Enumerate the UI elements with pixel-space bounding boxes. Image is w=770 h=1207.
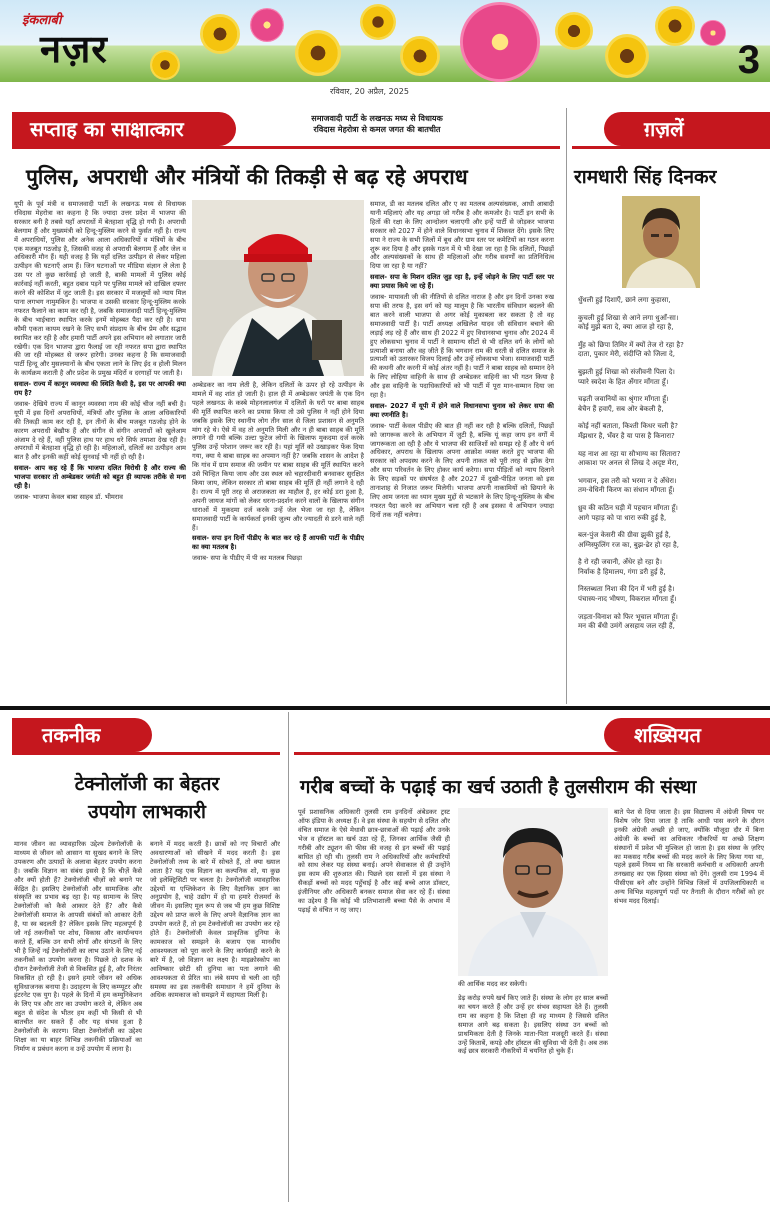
personality-headline: गरीब बच्चों के पढ़ाई का खर्च उठाती है तुलसीराम की संस्था: [300, 777, 697, 798]
question: सवाल- सपा के मिशन दलित जुड़ रहा है, इन्हें जोड़ने के लिए पार्टी स्तर पर क्या प्रयास किये जा रहे हैं।: [370, 273, 554, 291]
personality-photo: [458, 808, 608, 976]
answer: जवाब- देखिये राज्य में कानून व्यवस्था नाम की कोई चीज नहीं बची है। यूपी में इस दिनों अपराधियों, मंत्रियों और पुलिस के आला अधिकारियों की तिकड़ी काम कर रही है, इन तीनों के बीच मजबूत गठजोड़ होने के कारण अपराधी बेखौफ हैं और संगीन से संगीन अपराधों को खुलेआम अंजाम दे रहे हैं, वहीं पुलिस हाथ पर हाथ धरे सिर्फ तमाशा देख रही है। अपराधों में बेतहाशा वृद्धि हो रही है। महिलाओं, दलितों का उत्पीड़न आम बात है और इनकी कहीं कोई सुनवाई भी नहीं हो रही है।: [14, 399, 186, 462]
poem-line: पंचास्य-नाद भीषण, विकराल माँगता हूँ।: [578, 595, 677, 604]
poet-portrait: [622, 196, 700, 288]
paragraph: यूपी के पूर्व मंत्री व समाजवादी पार्टी के लखनऊ मध्य से विधायक रविदास मेहरोत्रा का कहना है कि ज्यादा उत्तर प्रदेश में भाजपा की सरकार बनी है तबसे यहाँ अपराधों में बेतहाशा वृद्धि हो गयी है। अपराधी बेलगाम हैं और मुख्यमंत्री को हिन्दू-मुस्लिम करने से फुर्सत नहीं है। राज्य में अपराधियों, पुलिस और अनेक आला अधिकारियों व मंत्रियों के बीच एक मजबूत गठजोड़ है, जिसकी वजह से अपराधी बेलगाम हैं और जेल व अधिकारी मौन हैं। यही वजह है कि यहाँ दलित उत्पीड़न से लेकर महिला उत्पीड़न की घटनाएँ आम हैं। जिन घटनाओं पर मीडिया संज्ञान ले लेता है उस पर तो कुछ कार्रवाई हो जाती है, बाकी मामलों में पुलिस कोई कार्रवाई नहीं करती, बहुत दबाव पड़ने पर पुलिस मामले को दाखिल दफ्तर करने की कोशिश में जुट जाती है। इस सरकार में मजलूमों को न्याय मिल पाना लगभग नामुमकिन है। भाजपा व उसकी सरकार हिन्दू-मुस्लिम करके नफरत फैलाने का काम कर रही है, जबकि समाजवादी पार्टी हिन्दू-मुस्लिम के बीच भाईचारा स्थापित करके इनमें मोहब्बत पैदा कर रही है। सपा कौमी एकता कायम रखने के लिए सभी संप्रदाय के बीच प्रेम और सद्भाव स्थापित कर रही है और हमारी पार्टी अपने इस अभियान को लगातार जारी रखेगी। एक दिन भाजपा द्वारा फैलाई जा रही नफरत सपा द्वारा स्थापित की जा रही मोहब्बत से जरूर हारेगी। उनका कहना है कि समाजवादी पार्टी हिन्दू और मुसलमानों के बीच एकता लाने के लिए ईद व होली मिलन के कार्यक्रम कराती है और प्रदेश के प्रमुख मंदिरों व दरगाहों पर जाती है।: [14, 200, 186, 378]
blurb-line: समाजवादी पार्टी के लखनऊ मध्य से विधायक: [311, 114, 443, 123]
poem-line: मन की बँधी उमंगें असहाय जल रही हैं,: [578, 622, 675, 631]
poem-stanza: [578, 341, 768, 360]
dateline: रविवार, 20 अप्रैल, 2025: [330, 87, 409, 96]
sunflower-decoration: [605, 34, 649, 78]
poem-stanza: [578, 585, 768, 604]
blurb-line: रविदास मेहरोत्रा से कमल जगत की बातचीत: [313, 125, 441, 134]
question: सवाल- आप कह रहे हैं कि भाजपा दलित विरोधी है और राज्य की भाजपा सरकार तो अम्बेडकर जयंती को बहुत ही व्यापक तरीके से मना रही है।: [14, 464, 186, 491]
poet-name: रामधारी सिंह दिनकर: [574, 166, 717, 188]
poem-line: कोई नहीं बताता, किश्ती किधर चली है?: [578, 422, 678, 431]
section-label: शख़्सियत: [634, 723, 701, 747]
ghazal-poem: [578, 296, 768, 704]
poem-stanza: [578, 558, 768, 577]
headline-line: उपयोग लाभकारी: [88, 801, 206, 823]
personality-column-1: [298, 808, 450, 1202]
poem-line: यह नाश आ रहा या सौभाग्य का सितारा?: [578, 449, 681, 458]
paragraph: अम्बेडकर का नाम लेती है, लेकिन दलितों के ऊपर हो रहे उत्पीड़न के मामले में वह शांत हो जाती है। हाल ही में अम्बेडकर जयंती के एक दिन पहले लखनऊ के कस्बे मोहनलालगंज में दलितों के घरों पर बाबा साहब की मूर्ति स्थापित करने का प्रयास किया तो उसे पुलिस ने नहीं होने दिया जबकि इसके लिए स्थानीय लोग तीन साल से जिला प्रशासन से अनुमति मांग रहे थे। ऐसे में वह तो अनुमति मिली और न ही बाबा साहब की मूर्ति लगाने दी गयी बल्कि उल्टा फुटेज लोगों के खिलाफ मुकदमा दर्ज करके पुलिस उन्हें परेशान जरूर कर रही है। यहां मूर्ति को उखाड़कर फेंक दिया गया, क्या ये बाबा साहब का अपमान नहीं है? जबकि शासन के आदेश है कि गांव में ग्राम समाज की जमीन पर बाबा साहब की मूर्ति स्थापित करने उसे चिन्हित किया जाय और उस स्थल को चहारदीवारी बनवाकर सुरक्षित किया जाय, लेकिन सरकार तो बाबा साहब की मूर्ति ही नहीं लगाने दे रही है। राज्य में पूरी तरह से अराजकता का माहौल है, हर कोई डरा हुआ है, अपनी जायज मांगों को लेकर धरना-प्रदर्शन करने वालों के खिलाफ संगीन धाराओं में मुकदमा दर्ज करके उन्हें जेल भेजा जा रहा है, लेकिन समाजवादी पार्टी के कार्यकर्ता इनकी जुल्म और ज्यादती से डरने वाले नहीं हैं।: [192, 381, 364, 532]
poem-line: तम-वेधिनी किरण का संधान माँगता हूँ।: [578, 486, 675, 495]
column-divider: [566, 108, 567, 704]
poem-line: मुँह को छिपा तिमिर में क्यों तेज रो रहा है?: [578, 340, 684, 349]
poem-line: धुँधली हुई दिशाएँ, छाने लगा कुहासा,: [578, 296, 671, 304]
section-underline: [12, 752, 280, 755]
section-header-ghazal: [604, 112, 770, 146]
poem-line: कोई मुझे बता दे, क्या आज हो रहा है,: [578, 323, 674, 332]
answer: जवाब- पार्टी केवल पीडीए की बात ही नहीं कर रही है बल्कि दलितों, पिछड़ों को जागरूक करने के अभियान में जुटी है, बल्कि यूं कहा जाय इन वर्गों में जागरूकता आ रही है और ये भाजपा की साजिशों को समझ रहे हैं और ये वर्ग अधिकार, अपराध के खिलाफ अपना आक्रोश व्यक्त करते हुए भाजपा की सरकार को अपदस्थ करने के लिए अपनी ताकत को पूरी तरह से झोंक देगा और सपा परिवर्तन के लिए होकर कार्य करेगा। सपा पीड़ितों को न्याय दिलाने के लिए सड़कों पर संघर्षरत है और 2027 में दुखी-पीड़ित जनता को इस तानाशाह से निजात जरूर मिलेगी। भाजपा अपनी नाकामियों को छिपाने के लिए आम जनता का ध्यान मुख्य मुद्दों से भटकाने के लिए हिन्दू-मुस्लिम के बीच नफरत पैदा करने का अभियान चला रही है अब इसका ये अभियान ज्यादा दिनों तक नहीं चलेगा।: [370, 421, 554, 519]
poem-line: चढ़ती जवानियों का श्रृंगार माँगता हूँ।: [578, 395, 669, 404]
question: सवाल- राज्य में कानून व्यवस्था की स्थिति कैसी है, इस पर आपकी क्या राय है?: [14, 380, 186, 398]
poem-stanza: [578, 450, 768, 469]
flower-decoration: [460, 2, 540, 82]
sunflower-decoration: [360, 4, 396, 40]
masthead-banner: [0, 0, 770, 82]
interview-column-3: [370, 200, 554, 700]
poem-line: बल-पुंज केसरी की ग्रीवा झुकी हुई है,: [578, 531, 671, 540]
personality-column-2: [458, 994, 608, 1202]
page-number: 3: [737, 38, 760, 82]
section-label: तकनीक: [42, 723, 101, 747]
poem-line: अग्निस्फुलिंग रज का, बुझ-ढेर हो रहा है,: [578, 540, 679, 549]
question: सवाल- सपा इन दिनों पीडीए के बात कर रहे हैं आपकी पार्टी के पीडीए का क्या मतलब है।: [192, 534, 364, 552]
poem-stanza: [578, 395, 768, 414]
section-underline: [572, 146, 770, 149]
interview-headline: पुलिस, अपराधी और मंत्रियों की तिकड़ी से बढ़ रहे अपराध: [26, 165, 468, 189]
poem-line: जड़ता-विनाश को फिर भूचाल माँगता हूँ।: [578, 612, 678, 621]
column-divider: [288, 712, 289, 1202]
poem-line: बुझती हुई शिखा को संजीवनी पिला दे।: [578, 367, 675, 376]
poem-stanza: [578, 477, 768, 496]
answer: जवाब- मायावती जी की नीतियों से दलित नाराज है और इन दिनों उनका रुख सपा की तरफ है, इस वर्ग को यह मालूम है कि भारतीय संविधान बदलने की बात करने वाली भाजपा से अगर कोई मुकाबला कर सकता है तो वह समाजवादी पार्टी है। पार्टी अध्यक्ष अखिलेश यादव जी संविधान बचाने की लड़ाई लड़ रहे हैं और साथ ही 2022 में हुए विधानसभा चुनाव और 2024 में हुए लोकसभा चुनाव में पार्टी ने सामान्य सीटों से भी दलित वर्ग के लोगों को प्रत्याशी बनाया और वह जीते हैं कि भगवान राम की धरती से दलित समाज के प्रत्याशी को उतारकर विजय दिलाई और उन्हें लोकसभा भेजा। समाजवादी पार्टी की कथनी और करनी में कोई अंतर नहीं है। पार्टी ने बाबा साहब को सम्मान देने के लिए लोहिया वाहिनी के साथ ही अम्बेडकर वाहिनी का भी गठन किया है और इस वाहिनी के पदाधिकारियों को भी पार्टी में पूरा मान-सम्मान दिया जा रहा है।: [370, 293, 554, 400]
paragraph: मानव जीवन का व्यावहारिक उद्देश्य टेक्नोलॉजी के माध्यम से जीवन को आसान या सुखद बनाने के लिए उपकरण और उत्पादों के अलावा बेहतर उपयोग करना है। जबकि विज्ञान का संबंध इससे है कि चीज़ें कैसे और क्यों होती हैं? टेक्नोलॉजी चीज़ों को बनाने पर केंद्रित है। इसलिए टेक्नोलॉजी और सामाजिक और संस्कृति का प्रभाव बढ़ रहा है। यह सामान्य के लिए टेक्नोलॉजी को कैसे आकार देते हैं? और कैसे टेक्नोलॉजी समाज के आपसी संबंधों को आकार देती है, या स्व बदलती है? लेकिन इसके लिए महत्वपूर्ण है जो नई तकनीकों पर शोध, विकास और कार्यान्वयन करते हैं, बल्कि उन सभी लोगों और संगठनों के लिए भी है जिन्हें नई टेक्नोलॉजी का लाभ उठाने के लिए नई तकनीकों का उपयोग करना है। पिछले दो दशक के दौरान टेक्नोलॉजी तेजी से विकसित हुई है, और निरंतर विकसित हो रही है। इसने हमारे जीवन को अधिक सुविधाजनक बनाया है। उदाहरण के लिए कम्प्यूटर और इंटरनेट एक युग है। पहले के दिनों में हम कम्युनिकेशन के लिए पत्र और तार का उपयोग करते थे, लेकिन अब बहुत से संदेश के भीतर हम कहीं भी किसी से भी बातचीत कर सकते हैं और यह संभव हुआ है टेक्नोलॉजी के कारण। शिक्षा टेक्नोलॉजी का उद्देश्य शिक्षा का या बाहर विभिन्न तकनीकी प्रक्रियाओं का निर्माण व प्रबंधन करना व उन्हें उपयोग में लाना है।: [14, 840, 142, 1053]
poem-stanza: [578, 613, 768, 632]
logo-title: नज़र: [40, 27, 108, 71]
logo-tagline: इंकलाबी: [22, 13, 62, 28]
answer: जवाब- सपा के पीडीए में पी का मतलब पिछड़ा: [192, 554, 302, 563]
section-underline: [12, 146, 560, 149]
section-underline: [294, 752, 770, 755]
interview-blurb: [292, 113, 462, 135]
flower-decoration: [700, 20, 726, 46]
poem-line: निस्तब्धता निशा की दिन में भरी हुई है।: [578, 585, 675, 594]
paragraph: पूर्व प्रशासनिक अधिकारी तुलसी राम इनदिनों अंबेडकर ट्रस्ट ऑफ इंडिया के अध्यक्ष हैं। वे इस संस्था के सहयोग से दलित और वंचित समाज के ऐसे मेधावी छात्र-छात्राओं की पढ़ाई और उनके भेज व हॉस्टल का खर्च उठा रहे हैं, जिनका आर्थिक जैसी ही गरीबी और ट्यूशन की फीस की वजह से इन बच्चों की पढ़ाई बाधित हो रही थी। तुलसी राम ने अधिकारियों और कर्मचारियों को साथ लेकर यह संस्था बनाई। अपने सेवाकाल से ही उन्होंने इस काम की शुरुआत की। पिछले दस सालों में इस संस्था ने सैकड़ों बच्चों को मदद पहुँचाई है और कई बच्चे आज डॉक्टर, इंजीनियर और अधिकारी बनकर समाज सेवा कर रहे हैं। संस्था का उद्देश्य है कि कोई भी प्रतिभाशाली बच्चा पैसे के अभाव में पढ़ाई से वंचित न रह जाए।: [298, 808, 450, 914]
paragraph: बनाने में मदद करती है। छात्रों को नए विचारों और अवधारणाओं को सीखने में मदद करती है। इस टेक्नोलॉजी तथ्य के बारे में सोचते हैं, तो क्या ख्याल आता है? यह एक विज्ञान का कल्पनिक शो, या कुछ जो इलेक्ट्रिसिटी पर चलता है। टेक्नोलॉजी व्यावहारिक उद्देश्यों या एप्लिकेशन के लिए वैज्ञानिक ज्ञान का अनुप्रयोग है, चाहे उद्योग में हो या हमारे रोजमर्रा के जीवन में। इसलिए मूल रूप से जब भी हम कुछ विशिष्ट उद्देश्य को प्राप्त करने के लिए अपने वैज्ञानिक ज्ञान का उपयोग करते हैं, तो हम टेक्नोलॉजी का उपयोग कर रहे होते हैं। टेक्नोलॉजी केवल प्राकृतिक दुनिया के कामकाज को समझने के बजाय एक मानवीय आवश्यकता को पूरा करने के लिए कार्यवाही करने के बारे में है, जो विज्ञान का लक्ष्य है। माइक्रोस्कोप का आविष्कार छोटी सी दुनिया का पता लगाने की आवश्यकता से प्रेरित था। लंबे समय से चली आ रही समस्या का इस तकनीकी समाधान ने हमें दुनिया के अधिक कामकाज को समझने में सहायता मिली है।: [150, 840, 280, 1000]
poem-line: आगे पहाड़ को पा धारा रुकी हुई है,: [578, 513, 667, 522]
poem-line: है रो रही जवानी, अँधेर हो रहा है।: [578, 558, 662, 567]
section-header-personality: [604, 718, 770, 752]
poem-line: दाता, पुकार मेरी, संदीप्ति को जिला दे,: [578, 350, 675, 359]
personality-column-3: [614, 808, 764, 1202]
flower-decoration: [250, 8, 284, 42]
headline-line: टेक्नोलॉजी का बेहतर: [74, 773, 220, 795]
paragraph: समाज, डी का मतलब दलित और ए का मतलब अल्पसंख्यक, आधी आबादी यानी महिलाएं और यह अगड़ा जो गरीब है और कमजोर है। पार्टी इन सभी के हितों की रक्षा के लिए आन्दोलन चलाएगी और इन्हें पार्टी से जोड़कर भाजपा सरकार को 2027 में होने वाले विधानसभा चुनाव में शिकस्त देंगे। इसके लिए सपा ने राज्य के सभी जिलों में बूथ और ग्राम स्तर पर कमेटियों का गठन करना शुरू कर दिया है और इसके गठन में ये भी देखा जा रहा है कि दलितों, पिछड़ों और अल्पसंख्यकों के साथ ही महिलाओं और गरीब सवर्णों का प्रतिनिधित्व दिया जा रहा है या नहीं?: [370, 200, 554, 271]
answer: जवाब- भाजपा केवल बाबा साहब डॉ. भीमराव: [14, 493, 123, 501]
interview-column-2: [192, 381, 364, 699]
poem-line: कुचली हुई शिखा से आने लगा धुआँ-सा।: [578, 313, 679, 322]
section-label: सप्ताह का साक्षात्कार: [30, 117, 184, 141]
paragraph: बाते पेश से दिया जाता है। इस विद्यालय में अंग्रेजी विषय पर विशेष जोर दिया जाता है ताकि आधी पास करने के दौरान इनकी अंग्रेजी अच्छी हो जाए, क्योंकि मौजूदा दौर में बिना अंग्रेजी के बच्चों का अधिकतर नौकरियों या अच्छे शिक्षण संस्थानों में प्रवेश भी मुश्किल हो जाता है। इस संस्था के ज़रिए का मकसद गरीब बच्चों की मदद करने के लिए किया गया था, पहले इसमें नियम था कि सरकारी कर्मचारी व अधिकारी अपनी तनख्वाह का एक हिस्सा संस्था को देंगे। तुलसी राम 1994 में पीसीएस बने और उन्होंने विभिन्न जिलों में उपजिलाधिकारी व अन्य विभिन्न महत्वपूर्ण पदों पर तैनाती के दौरान गरीबों को हर संभव मदद दिलाई।: [614, 808, 764, 906]
tech-column-1: [14, 840, 142, 1200]
poem-line: मँझधार है, भँवर है या पास है किनारा?: [578, 431, 675, 440]
poem-stanza: [578, 368, 768, 387]
poem-line: निर्वाक है हिमालय, गंगा डरी हुई है,: [578, 567, 666, 576]
tech-column-2: [150, 840, 280, 1200]
question: सवाल- 2027 में यूपी में होने वाले विधानसभा चुनाव को लेकर सपा की क्या रणनीति है।: [370, 401, 554, 419]
tech-headline: [14, 770, 280, 826]
poem-stanza: [578, 531, 768, 550]
section-label: ग़ज़लें: [644, 117, 684, 141]
sunflower-decoration: [200, 14, 240, 54]
section-header-interview: [12, 112, 236, 146]
paragraph: डेढ़ करोड़ रुपये खर्च किए जाते हैं। संस्था के लोग हर साल बच्चों का चयन करते हैं और उन्हें हर संभव सहायता देते हैं। तुलसी राम का कहना है कि शिक्षा ही वह माध्यम है जिससे दलित समाज आगे बढ़ सकता है। इसलिए संस्था उन बच्चों को प्राथमिकता देती है जिनके माता-पिता मजदूरी करते हैं। संस्था उन्हें किताबें, कपड़े और हॉस्टल की सुविधा भी देती है। अब तक कई छात्र सरकारी नौकरियों में चयनित हो चुके हैं।: [458, 994, 608, 1056]
section-separator: [0, 706, 770, 710]
interview-column-1: [14, 200, 186, 700]
poem-stanza: [578, 504, 768, 523]
poem-stanza: [578, 296, 768, 306]
sunflower-decoration: [295, 30, 341, 76]
sunflower-decoration: [400, 36, 440, 76]
poem-line: बेचैन हैं हवाएँ, सब ओर बेकली है,: [578, 404, 664, 413]
photo-caption: की आर्थिक मदद कर सकेगी।: [458, 980, 528, 988]
poem-line: प्यारे स्वदेश के हित अँगार माँगता हूँ।: [578, 377, 669, 386]
poem-line: ध्रुव की कठिन घड़ी में पहचान माँगता हूँ।: [578, 503, 678, 512]
poem-line: भगवान, इस तरी को भरमा न दे अँधेरा।: [578, 476, 677, 485]
poem-stanza: [578, 422, 768, 441]
sunflower-decoration: [655, 6, 695, 46]
newspaper-logo: [22, 10, 192, 72]
section-header-tech: [12, 718, 152, 752]
sunflower-decoration: [555, 12, 593, 50]
interviewee-photo: [192, 200, 364, 376]
poem-stanza: [578, 314, 768, 333]
poem-line: आकाश पर अनल से लिख दे अदृष्ट मेरा,: [578, 459, 679, 468]
